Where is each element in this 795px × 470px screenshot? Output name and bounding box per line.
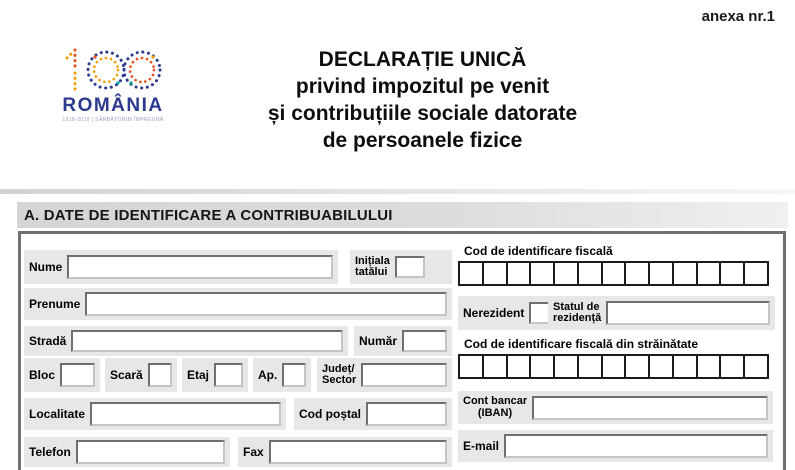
prenume-label: Prenume	[29, 297, 81, 311]
cif-cell[interactable]	[672, 261, 698, 286]
cif-cell[interactable]	[648, 261, 674, 286]
field-cod-postal	[294, 398, 452, 430]
field-prenume	[24, 288, 452, 320]
cont-bancar-iban-label: Cont bancar (IBAN)	[463, 395, 528, 419]
logo-100-icon	[61, 42, 165, 96]
judet-sector-label: Județ/ Sector	[322, 362, 357, 386]
cif-cell[interactable]	[529, 261, 555, 286]
annex-label: anexa nr.1	[701, 8, 775, 25]
cif-cell[interactable]	[672, 354, 698, 379]
field-statul-de-rezidenta	[548, 296, 775, 330]
localitate-label: Localitate	[29, 407, 86, 421]
fax-label: Fax	[243, 445, 264, 459]
title-line-4: de persoanele fizice	[322, 129, 523, 152]
field-fax	[238, 437, 452, 467]
cont-bancar-iban-input[interactable]	[532, 396, 768, 420]
cif-cell[interactable]	[506, 354, 532, 379]
title-line-2: privind impozitul pe venit	[295, 75, 550, 98]
email-label: E-mail	[463, 439, 500, 453]
romania-centenary-logo	[55, 42, 171, 123]
cif-cell[interactable]	[458, 354, 484, 379]
statul-de-rezidenta-label: Statul de rezidență	[553, 300, 602, 324]
initiala-tatalui-input[interactable]	[395, 256, 425, 278]
cif-cell[interactable]	[743, 261, 769, 286]
cif-cell[interactable]	[719, 261, 745, 286]
localitate-input[interactable]	[90, 402, 281, 426]
field-bloc	[24, 358, 100, 392]
field-localitate	[24, 398, 286, 430]
bloc-input[interactable]	[60, 363, 95, 387]
cif-cell[interactable]	[624, 261, 650, 286]
title-line-1: DECLARAȚIE UNICĂ	[318, 48, 527, 71]
horizontal-rule	[0, 189, 795, 194]
form-title	[235, 46, 610, 154]
field-initiala-tatalui	[350, 250, 452, 284]
cif-label: Cod de identificare fiscală	[464, 244, 613, 258]
telefon-label: Telefon	[29, 445, 71, 459]
cif-cell[interactable]	[743, 354, 769, 379]
etaj-input[interactable]	[214, 363, 243, 387]
logo-tagline: 1918-2018 | SĂRBĂTORIM ÎMPREUNĂ	[62, 117, 164, 123]
cif-cell-row	[458, 261, 769, 286]
numar-label: Număr	[359, 334, 398, 348]
fax-input[interactable]	[269, 440, 447, 464]
cod-postal-input[interactable]	[366, 402, 447, 426]
bloc-label: Bloc	[29, 368, 56, 382]
ap-label: Ap.	[258, 368, 278, 382]
etaj-label: Etaj	[187, 368, 210, 382]
title-line-3: și contribuțiile sociale datorate	[267, 102, 578, 125]
field-etaj	[182, 358, 248, 392]
field-nerezident	[458, 296, 550, 330]
cif-cell[interactable]	[506, 261, 532, 286]
telefon-input[interactable]	[76, 440, 225, 464]
logo-wordmark: ROMÂNIA	[62, 95, 164, 116]
field-judet-sector	[317, 358, 452, 392]
field-cont-bancar-iban	[458, 391, 773, 424]
cif-strainatate-label: Cod de identificare fiscală din străinătate	[464, 337, 699, 351]
cif-cell[interactable]	[601, 261, 627, 286]
judet-sector-input[interactable]	[361, 363, 447, 387]
cif-cell[interactable]	[696, 261, 722, 286]
field-strada	[24, 326, 348, 356]
field-nume	[24, 250, 338, 284]
nume-input[interactable]	[67, 255, 333, 279]
cif-cell[interactable]	[482, 354, 508, 379]
cif-cell[interactable]	[719, 354, 745, 379]
cif-cell[interactable]	[553, 261, 579, 286]
nerezident-label: Nerezident	[463, 306, 525, 320]
numar-input[interactable]	[402, 330, 447, 352]
cif-cell[interactable]	[529, 354, 555, 379]
field-numar	[354, 326, 452, 356]
email-input[interactable]	[504, 434, 768, 458]
section-a-panel	[18, 231, 786, 470]
cod-postal-label: Cod poștal	[299, 407, 361, 421]
strada-input[interactable]	[71, 330, 343, 352]
field-ap	[253, 358, 311, 392]
scara-label: Scară	[110, 368, 143, 382]
initiala-tatalui-label: Inițiala tatălui	[355, 254, 390, 278]
strada-label: Stradă	[29, 334, 67, 348]
cif-cell[interactable]	[577, 261, 603, 286]
cif-cell[interactable]	[601, 354, 627, 379]
field-scara	[105, 358, 177, 392]
cif-strainatate-cell-row	[458, 354, 769, 379]
scara-input[interactable]	[148, 363, 172, 387]
prenume-input[interactable]	[85, 292, 447, 316]
cif-cell[interactable]	[648, 354, 674, 379]
statul-de-rezidenta-input[interactable]	[606, 301, 770, 325]
cif-cell[interactable]	[553, 354, 579, 379]
field-email	[458, 430, 773, 462]
cif-cell[interactable]	[577, 354, 603, 379]
cif-cell[interactable]	[482, 261, 508, 286]
cif-cell[interactable]	[458, 261, 484, 286]
cif-cell[interactable]	[624, 354, 650, 379]
ap-input[interactable]	[282, 363, 306, 387]
field-telefon	[24, 437, 230, 467]
nume-label: Nume	[29, 260, 63, 274]
section-a-header: A. DATE DE IDENTIFICARE A CONTRIBUABILULUI	[17, 202, 788, 228]
cif-cell[interactable]	[696, 354, 722, 379]
